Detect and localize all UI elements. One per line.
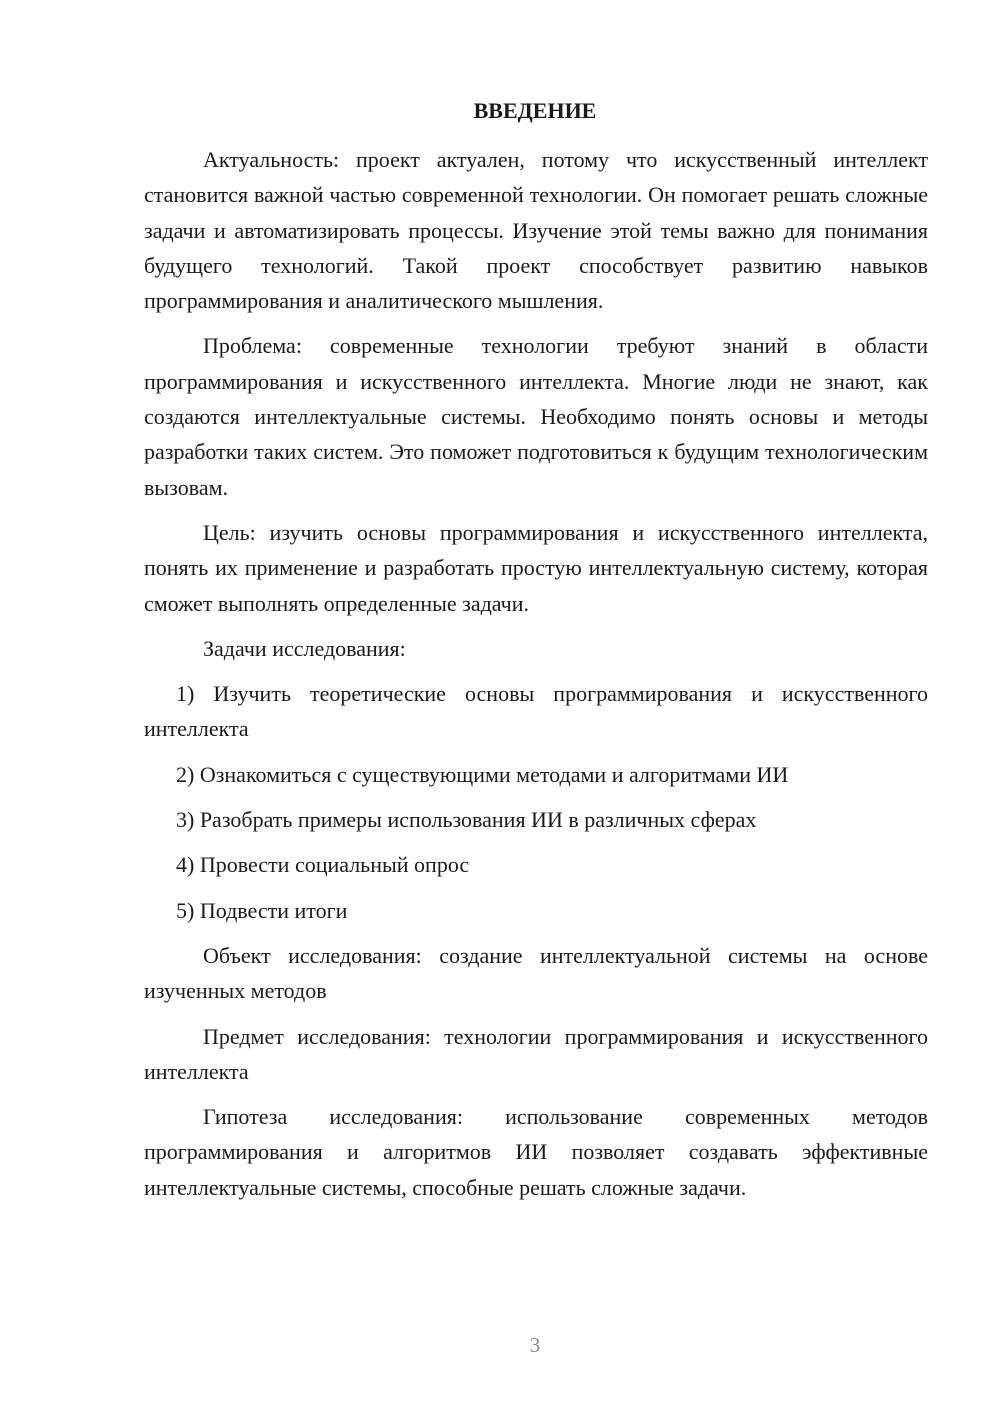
paragraph-goal: Цель: изучить основы программирования и искусственного интеллекта, понять их применение и разработать простую интеллектуальную систему, которая сможет выполнять определенные задачи. (144, 519, 928, 616)
task-item-1: 1) Изучить теоретические основы программирования и искусственного интеллекта (144, 681, 928, 742)
paragraph-object: Объект исследования: создание интеллектуальной системы на основе изученных методов (144, 942, 928, 1004)
page-title: ВВЕДЕНИЕ (473, 98, 597, 123)
paragraph-problem: Проблема: современные технологии требуют знаний в области программирования и искусственного интеллекта. Многие люди не знают, как создаются интеллектуальные системы. Необходимо понять основы и методы разработки таких систем. Это поможет подготовиться к будущим технологическим вызовам. (144, 333, 928, 500)
paragraph-hypothesis: Гипотеза исследования: использование современных методов программирования и алгоритмов ИИ позволяет создавать эффективные интеллектуальные системы, способные решать сложные задачи. (144, 1104, 928, 1200)
paragraph-subject: Предмет исследования: технологии программирования и искусственного интеллекта (144, 1023, 928, 1084)
page-body (144, 142, 928, 1215)
task-item-3: 3) Разобрать примеры использования ИИ в различных сферах (176, 807, 757, 833)
tasks-heading: Задачи исследования: (203, 635, 406, 661)
paragraph-relevance: Актуальность: проект актуален, потому что искусственный интеллект становится важной частью современной технологии. Он помогает решать сложные задачи и автоматизировать процессы. Изучение этой темы важно для понимания будущего технологий. Такой проект способствует развитию навыков программирования и аналитического мышления. (144, 147, 928, 314)
task-item-5: 5) Подвести итоги (176, 897, 348, 923)
task-item-2: 2) Ознакомиться с существующими методами и алгоритмами ИИ (176, 761, 789, 787)
task-item-4: 4) Провести социальный опрос (176, 852, 470, 878)
page-number: 3 (529, 1333, 541, 1357)
